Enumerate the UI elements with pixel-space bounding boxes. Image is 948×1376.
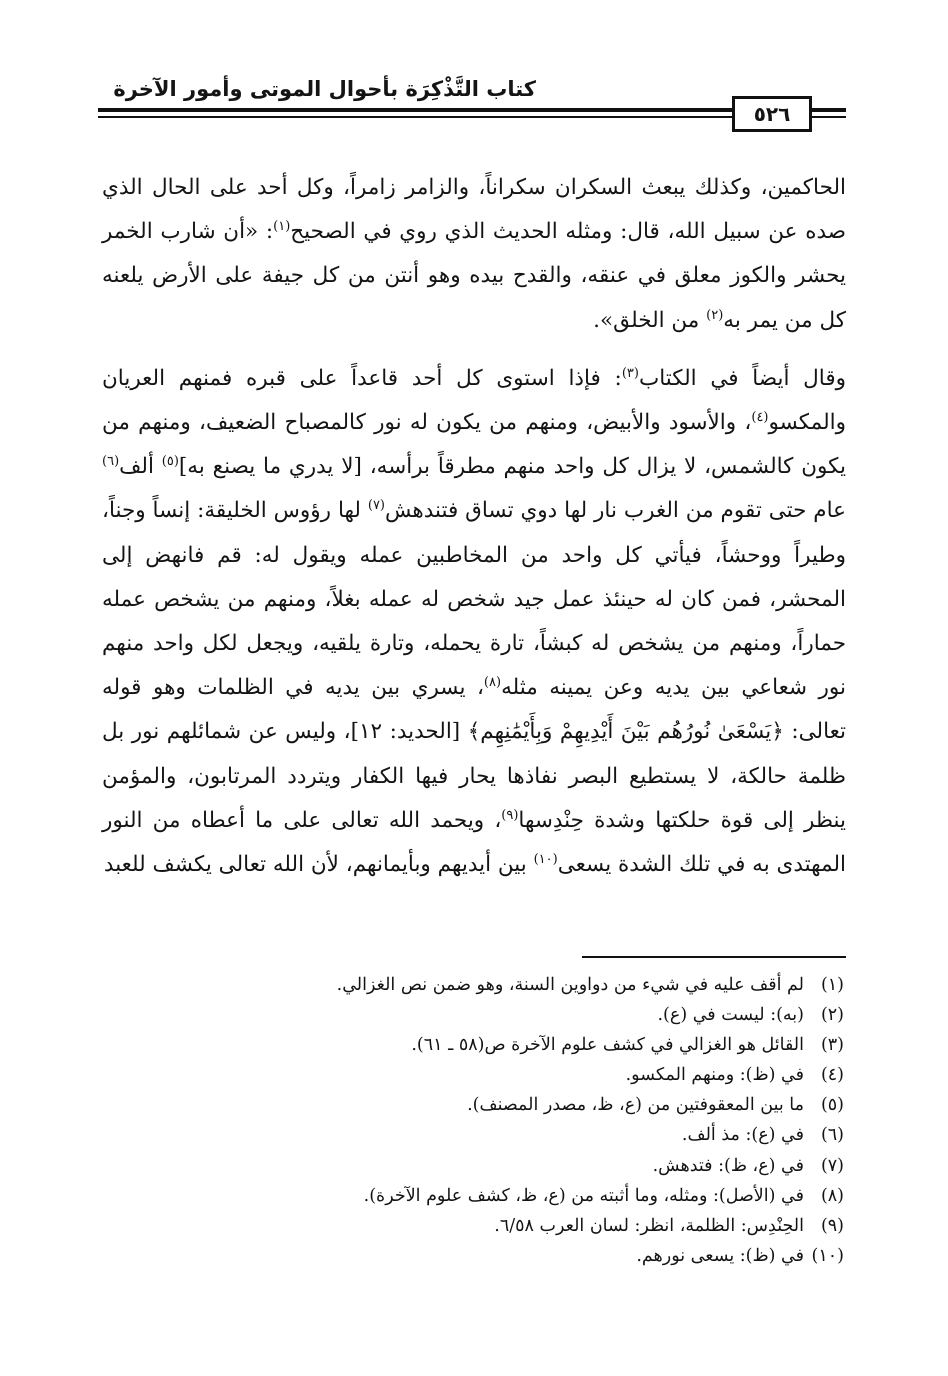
footnote-separator <box>582 956 846 958</box>
footnote-text: القائل هو الغزالي في كشف علوم الآخرة ص(٥٨ ـ ٦١). <box>411 1035 804 1056</box>
footnote-text: الحِنْدِس: الظلمة، انظر: لسان العرب ٦/٥٨. <box>494 1215 804 1236</box>
footnotes-list <box>102 970 844 1271</box>
footnote-ref-4[interactable]: (٤) <box>751 409 769 425</box>
running-title: كتاب التَّذْكِرَة بأحوال الموتى وأمور الآخرة <box>113 77 536 101</box>
text-run: ، ويحمد الله تعالى على ما أعطاه من النور المهتدى به في تلك الشدة يسعى <box>102 807 846 878</box>
footnote-ref-2[interactable]: (٢) <box>706 307 724 323</box>
footnote-text: في (الأصل): ومثله، وما أثبته من (ع، ظ، كشف علوم الآخرة). <box>363 1185 804 1206</box>
footnote-number: (٥) <box>820 1095 844 1116</box>
footnote-text: لم أقف عليه في شيء من دواوين السنة، وهو ضمن نص الغزالي. <box>336 975 804 995</box>
footnote-ref-8[interactable]: (٨) <box>483 675 502 691</box>
footnote-4 <box>102 1060 844 1090</box>
text-run: الحاكمين، وكذلك يبعث السكران سكراناً، والزامر زامراً، وكل أحد على الحال الذي صده عن سبيل الله، قال: ومثله الحديث الذي روي في الصحيح <box>102 175 846 245</box>
footnote-3 <box>102 1030 844 1060</box>
text-run: لها رؤوس الخليقة: إنساً وجناً، وطيراً ووحشاً، فيأتي كل واحد من المخاطبين عمله ويقول له: قم فانهض إلى المحشر، فمن كان له حينئذ عمل جيد شخص له عمله بغلاً، ومنهم من يشخص عمله حماراً، ومنهم من يشخص له كبشاً، تارة يحمله، وتارة يلقيه، ويجعل لكل واحد منهم نور شعاعي بين يديه وعن يمينه مثله <box>102 498 846 701</box>
text-run: ، يسري بين يديه في الظلمات وهو قوله تعالى: <box>102 675 846 745</box>
paragraph-1 <box>102 166 846 343</box>
footnote-number: (٣) <box>820 1035 844 1056</box>
footnote-ref-5[interactable]: (٥) <box>161 454 179 470</box>
text-run: ، والأسود والأبيض، ومنهم من يكون له نور كالمصباح الضعيف، ومنهم من يكون كالشمس، لا يزال كل واحد منهم مطرقاً برأسه، [لا يدري ما يصنع به] <box>102 410 846 480</box>
text-run: من الخلق». <box>593 307 707 333</box>
text-run: : «أن شارب الخمر يحشر والكوز معلق في عنقه، والقدح بيده وهو أنتن من كل جيفة على الأرض يلعنه كل من يمر به <box>102 219 846 333</box>
text-run: : فإذا استوى كل أحد قاعداً على قبره فمنهم العريان والمكسو <box>102 365 846 436</box>
footnote-text: في (ع): مذ ألف. <box>681 1125 804 1146</box>
footnote-ref-3[interactable]: (٣) <box>621 365 639 381</box>
footnote-number: (٨) <box>820 1185 844 1206</box>
footnote-ref-10[interactable]: (١٠) <box>533 851 558 867</box>
footnote-text: في (ظ): ومنهم المكسو. <box>625 1065 804 1086</box>
paragraph-2 <box>102 357 846 887</box>
footnote-number: (٩) <box>820 1215 844 1236</box>
footnote-2 <box>102 1000 844 1030</box>
footnote-number: (٧) <box>820 1155 844 1176</box>
footnote-text: (به): ليست في (ع). <box>657 1005 804 1026</box>
text-run: ألف <box>119 454 162 480</box>
text-run: [الحديد: ١٢]، وليس عن شمائلهم نور بل ظلمة حالكة، لا يستطيع البصر نفاذها يحار فيها الكفار ويتردد المرتابون، والمؤمن ينظر إلى قوة حلكتها وشدة حِنْدِسها <box>102 719 846 833</box>
footnote-text: ما بين المعقوفتين من (ع، ظ، مصدر المصنف). <box>467 1095 804 1116</box>
text-run: وقال أيضاً في الكتاب <box>638 365 846 391</box>
footnote-9 <box>102 1211 844 1241</box>
footnote-number: (١) <box>820 975 844 995</box>
footnote-7 <box>102 1151 844 1181</box>
text-run: بين أيديهم وبأيمانهم، لأن الله تعالى يكشف للعبد <box>103 852 534 878</box>
page-number <box>732 96 812 132</box>
footnote-ref-1[interactable]: (١) <box>273 219 291 235</box>
footnote-ref-6[interactable]: (٦) <box>102 454 120 470</box>
footnote-6 <box>102 1120 844 1150</box>
footnote-number: (١٠) <box>811 1245 844 1266</box>
footnote-text: في (ع، ظ): فتدهش. <box>652 1155 804 1176</box>
footnote-number: (٢) <box>820 1005 844 1026</box>
footnote-5 <box>102 1090 844 1120</box>
footnote-8 <box>102 1181 844 1211</box>
main-text <box>102 166 846 887</box>
text-run: عام حتى تقوم من الغرب نار لها دوي تساق فتندهش <box>385 498 846 524</box>
footnote-number: (٦) <box>820 1125 844 1146</box>
quran-verse: ﴿يَسْعَىٰ نُورُهُم بَيْنَ أَيْدِيهِمْ وَبِأَيْمَٰنِهِم﴾ <box>467 719 784 745</box>
footnote-1 <box>102 970 844 1000</box>
footnote-text: في (ظ): يسعى نورهم. <box>636 1245 804 1266</box>
footnote-ref-7[interactable]: (٧) <box>367 498 385 514</box>
page-number-text: ٥٢٦ <box>753 102 791 126</box>
footnote-number: (٤) <box>820 1065 844 1086</box>
footnote-10 <box>102 1241 844 1271</box>
footnote-ref-9[interactable]: (٩) <box>501 807 519 823</box>
